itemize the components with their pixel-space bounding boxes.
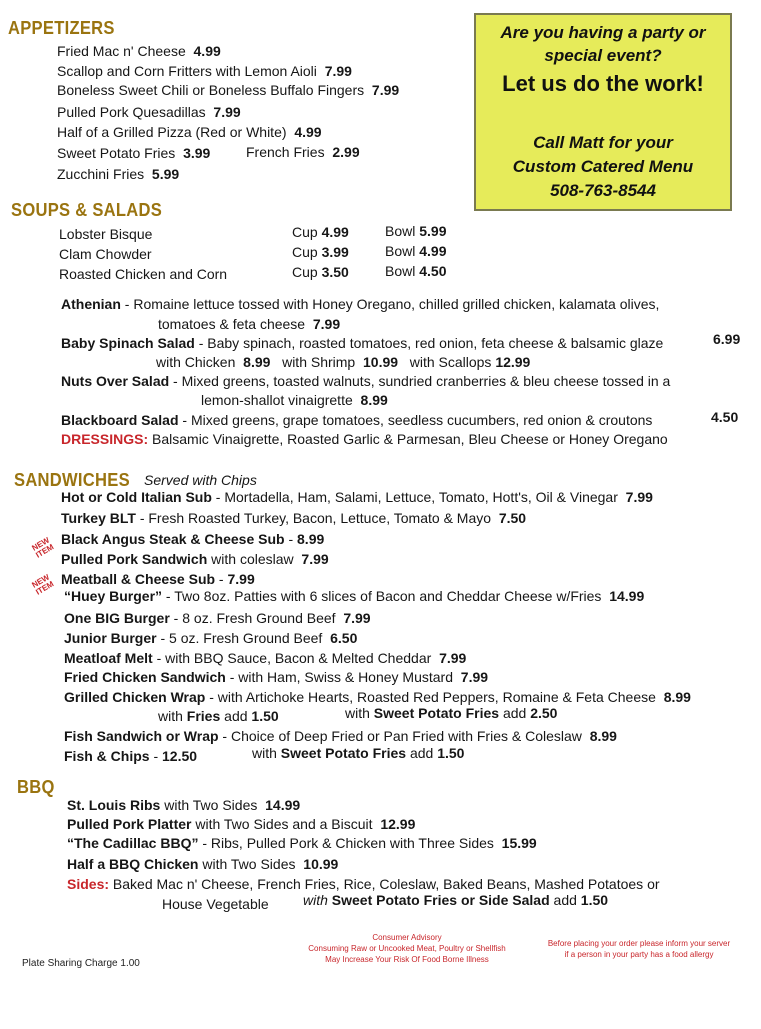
menu-item: French Fries 2.99 [246, 144, 360, 160]
soup-cup: Cup 4.99 [292, 224, 349, 240]
menu-item: Grilled Chicken Wrap - with Artichoke Hearts, Roasted Red Peppers, Romaine & Feta Cheese 8.99 [64, 689, 691, 705]
new-item-badge: NEW ITEM [30, 535, 56, 560]
menu-item: “The Cadillac BBQ” - Ribs, Pulled Pork & Chicken with Three Sides 15.99 [67, 835, 537, 851]
soup-bowl: Bowl 5.99 [385, 223, 447, 239]
sides-line: Sides: Baked Mac n' Cheese, French Fries, Rice, Coleslaw, Baked Beans, Mashed Potatoes or [67, 876, 660, 892]
menu-item: Turkey BLT - Fresh Roasted Turkey, Bacon, Lettuce, Tomato & Mayo 7.50 [61, 510, 527, 526]
promo-line: Call Matt for your [533, 133, 673, 152]
menu-item: Fish Sandwich or Wrap - Choice of Deep Fried or Pan Fried with Fries & Coleslaw 8.99 [64, 728, 617, 744]
menu-item: Pulled Pork Sandwich with coleslaw 7.99 [61, 551, 329, 567]
salad-athenian: Athenian - Romaine lettuce tossed with Honey Oregano, chilled grilled chicken, kalamata olives, [61, 296, 660, 312]
soup-cup: Cup 3.50 [292, 264, 349, 280]
soups-salads-heading: SOUPS & SALADS [11, 200, 163, 220]
promo-phone: 508-763-8544 [550, 181, 656, 200]
sandwiches-subtitle: Served with Chips [144, 472, 257, 488]
salad-nuts-cont: lemon-shallot vinaigrette 8.99 [201, 392, 388, 408]
dressings-line: DRESSINGS: Balsamic Vinaigrette, Roasted Garlic & Parmesan, Bleu Cheese or Honey Oregano [61, 431, 668, 447]
menu-item: Black Angus Steak & Cheese Sub - 8.99 [61, 531, 325, 547]
salad-nuts: Nuts Over Salad - Mixed greens, toasted walnuts, sundried cranberries & bleu cheese tossed in a [61, 373, 671, 389]
menu-item: Half of a Grilled Pizza (Red or White) 4.99 [57, 124, 322, 140]
soup-name: Clam Chowder [59, 246, 152, 262]
menu-item: Zucchini Fries 5.99 [57, 166, 180, 182]
menu-item: St. Louis Ribs with Two Sides 14.99 [67, 797, 301, 813]
new-item-badge: NEW ITEM [30, 572, 56, 597]
sides-upgrade: with Sweet Potato Fries or Side Salad add 1.50 [303, 892, 609, 908]
salad-spinach-price: 6.99 [713, 331, 741, 347]
menu-item: Meatball & Cheese Sub - 7.99 [61, 571, 255, 587]
menu-item: “Huey Burger” - Two 8oz. Patties with 6 slices of Bacon and Cheddar Cheese w/Fries 14.99 [64, 588, 645, 604]
soup-bowl: Bowl 4.99 [385, 243, 447, 259]
wrap-addons: with Fries add 1.50 [158, 708, 279, 724]
menu-item: Pulled Pork Platter with Two Sides and a Biscuit 12.99 [67, 816, 416, 832]
soup-name: Lobster Bisque [59, 226, 153, 242]
menu-item: Sweet Potato Fries 3.99 [57, 145, 211, 161]
salad-blackboard-price: 4.50 [711, 409, 739, 425]
promo-line: Are you having a party or [500, 23, 706, 42]
plate-sharing-charge: Plate Sharing Charge 1.00 [22, 958, 140, 969]
menu-item: Boneless Sweet Chili or Boneless Buffalo Fingers 7.99 [57, 82, 400, 98]
promo-line: Custom Catered Menu [512, 157, 694, 176]
menu-item: Junior Burger - 5 oz. Fresh Ground Beef 6.50 [64, 630, 358, 646]
sides-line-cont: House Vegetable [162, 896, 269, 912]
menu-item: Scallop and Corn Fritters with Lemon Aioli 7.99 [57, 63, 352, 79]
menu-item: Hot or Cold Italian Sub - Mortadella, Ham, Salami, Lettuce, Tomato, Hott's, Oil & Vinegar 7.99 [61, 489, 653, 505]
sandwiches-heading: SANDWICHES [14, 470, 130, 490]
menu-item: Fried Chicken Sandwich - with Ham, Swiss & Honey Mustard 7.99 [64, 669, 489, 685]
menu-item: Fried Mac n' Cheese 4.99 [57, 43, 221, 59]
soup-cup: Cup 3.99 [292, 244, 349, 260]
menu-item: One BIG Burger - 8 oz. Fresh Ground Beef 7.99 [64, 610, 371, 626]
promo-headline: Let us do the work! [502, 71, 704, 96]
wrap-addons-spf: with Sweet Potato Fries add 2.50 [345, 705, 558, 721]
menu-item: Pulled Pork Quesadillas 7.99 [57, 104, 241, 120]
allergy-notice: Before placing your order please inform your server if a person in your party has a food allergy [547, 939, 731, 959]
promo-line: special event? [544, 46, 662, 65]
menu-item: Meatloaf Melt - with BBQ Sauce, Bacon & Melted Cheddar 7.99 [64, 650, 467, 666]
soup-bowl: Bowl 4.50 [385, 263, 447, 279]
salad-spinach-addons: with Chicken 8.99 with Shrimp 10.99 with Scallops 12.99 [156, 354, 531, 370]
menu-item: Fish & Chips - 12.50 [64, 748, 198, 764]
appetizers-heading: APPETIZERS [8, 18, 115, 38]
soup-name: Roasted Chicken and Corn [59, 266, 228, 282]
consumer-advisory: Consumer Advisory Consuming Raw or Uncooked Meat, Poultry or Shellfish May Increase Your Risk Of Food Borne Illness [308, 933, 506, 964]
salad-spinach: Baby Spinach Salad - Baby spinach, roasted tomatoes, red onion, feta cheese & balsamic glaze [61, 335, 664, 351]
salad-athenian-cont: tomatoes & feta cheese 7.99 [158, 316, 341, 332]
catering-promo-box [474, 13, 732, 211]
salad-blackboard: Blackboard Salad - Mixed greens, grape tomatoes, seedless cucumbers, red onion & croutons [61, 412, 653, 428]
menu-item: Half a BBQ Chicken with Two Sides 10.99 [67, 856, 339, 872]
bbq-heading: BBQ [17, 777, 55, 797]
fish-addons: with Sweet Potato Fries add 1.50 [252, 745, 465, 761]
